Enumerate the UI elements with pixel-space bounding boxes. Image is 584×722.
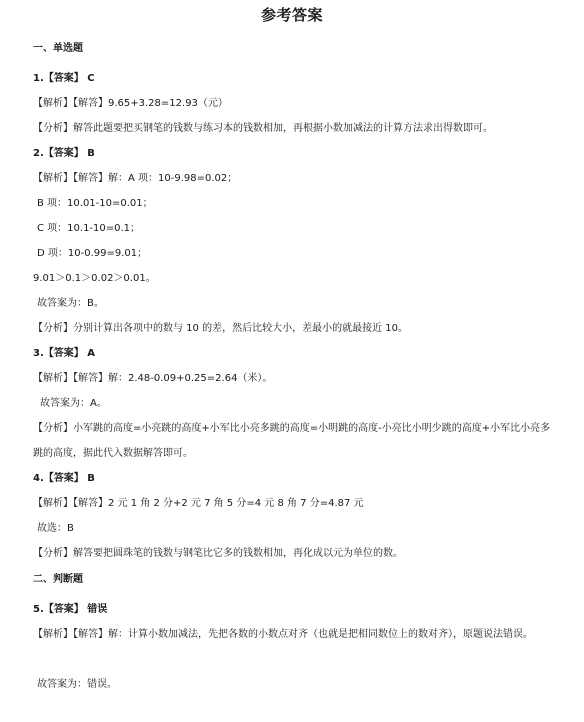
section-heading-single-choice: 一、单选题 [33,43,83,54]
q4-solution: 【解析】【解答】2 元 1 角 2 分+2 元 7 角 5 分=4 元 8 角 7 分=4.87 元 [33,498,364,509]
q5-conclusion: 故答案为：错误。 [37,679,117,690]
q2-answer: 2.【答案】 B [33,148,95,159]
q2-conclusion: 故答案为：B。 [37,298,104,309]
q2-option-c: C 项：10.1-10=0.1； [37,223,141,234]
q3-solution: 【解析】【解答】解：2.48-0.09+0.25=2.64（米）。 [33,373,273,384]
q3-conclusion: 故答案为：A。 [40,398,107,409]
q1-answer: 1.【答案】 C [33,73,95,84]
q5-solution: 【解析】【解答】解：计算小数加减法，先把各数的小数点对齐（也就是把相同数位上的数对齐），原题说法错误。 [33,629,533,640]
q5-answer: 5.【答案】 错误 [33,604,108,615]
q2-comparison: 9.01＞0.1＞0.02＞0.01。 [33,273,156,284]
q1-solution: 【解析】【解答】9.65+3.28=12.93（元） [33,98,228,109]
q2-solution: 【解析】【解答】解：A 项：10-9.98=0.02； [33,173,238,184]
q3-analysis: 【分析】小军跳的高度=小亮跳的高度+小军比小亮多跳的高度=小明跳的高度-小亮比小明少跳的高度+小军比小亮多跳的高度，据此代入数据解答即可。 [33,423,551,459]
q2-analysis: 【分析】分别计算出各项中的数与 10 的差，然后比较大小，差最小的就最接近 10。 [33,323,408,334]
q2-option-d: D 项：10-0.99=9.01； [37,248,148,259]
section-heading-true-false: 二、判断题 [33,574,83,585]
q4-analysis: 【分析】解答要把圆珠笔的钱数与钢笔比它多的钱数相加，再化成以元为单位的数。 [33,548,403,559]
q3-answer: 3.【答案】 A [33,348,95,359]
q1-analysis: 【分析】解答此题要把买钢笔的钱数与练习本的钱数相加，再根据小数加减法的计算方法求出得数即可。 [33,123,493,134]
q4-answer: 4.【答案】 B [33,473,95,484]
q2-option-b: B 项：10.01-10=0.01； [37,198,153,209]
q4-conclusion: 故选：B [37,523,74,534]
page-title: 参考答案 [260,6,323,24]
